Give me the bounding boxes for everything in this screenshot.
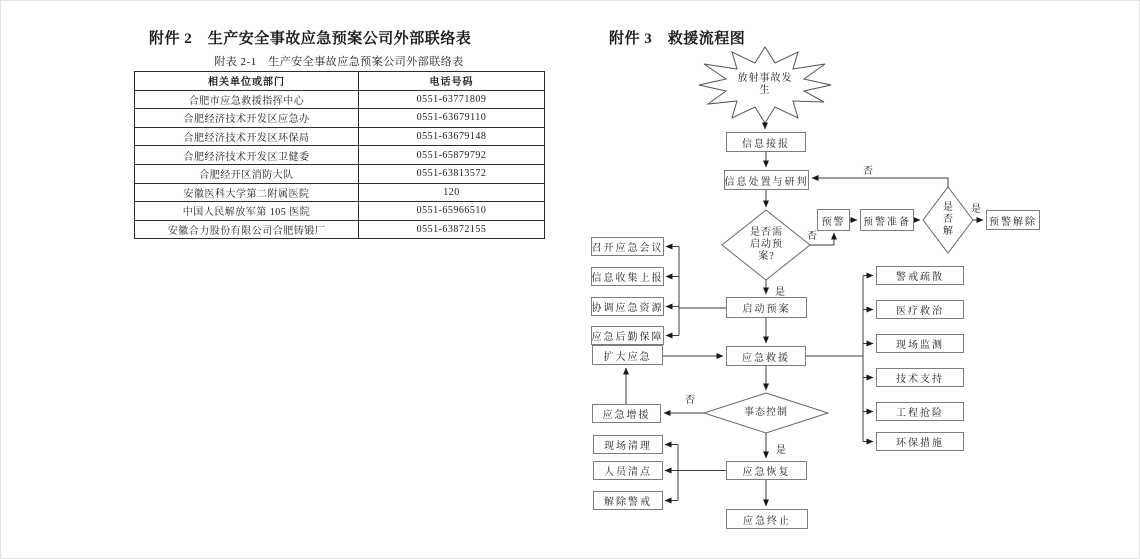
flowchart-canvas bbox=[1, 1, 1140, 559]
phone-cell: 0551-63679148 bbox=[359, 127, 545, 146]
phone-cell: 0551-63813572 bbox=[359, 164, 545, 183]
attachment3-heading: 附件 3 救援流程图 bbox=[609, 31, 746, 47]
flow-node-start-label: 放射事故发生 bbox=[737, 73, 793, 96]
edge-label-no-back-judge: 否 bbox=[863, 166, 873, 177]
flow-node-environment: 环保措施 bbox=[876, 432, 964, 451]
unit-cell: 合肥经济技术开发区环保局 bbox=[135, 127, 359, 146]
flow-node-warning: 预警 bbox=[817, 209, 850, 231]
flow-node-meeting: 召开应急会议 bbox=[591, 237, 664, 256]
unit-cell: 安徽合力股份有限公司合肥铸锻厂 bbox=[135, 220, 359, 239]
flow-node-warning-lift: 预警解除 bbox=[986, 210, 1040, 230]
unit-cell: 合肥经济技术开发区卫健委 bbox=[135, 146, 359, 165]
flow-node-terminate: 应急终止 bbox=[726, 509, 808, 529]
phone-cell: 0551-65879792 bbox=[359, 146, 545, 165]
flow-node-evacuate: 警戒疏散 bbox=[876, 266, 964, 285]
phone-cell: 0551-63679110 bbox=[359, 109, 545, 128]
flow-node-start-plan: 启动预案 bbox=[726, 297, 807, 318]
unit-cell: 合肥经济技术开发区应急办 bbox=[135, 109, 359, 128]
flow-node-recover: 应急恢复 bbox=[726, 461, 807, 480]
flow-node-cleanup: 现场清理 bbox=[593, 435, 663, 454]
col-header-phone: 电话号码 bbox=[359, 72, 545, 91]
attachment2-heading: 附件 2 生产安全事故应急预案公司外部联络表 bbox=[149, 31, 472, 47]
phone-cell: 0551-63872155 bbox=[359, 220, 545, 239]
phone-cell: 120 bbox=[359, 183, 545, 202]
flow-node-warning-prep: 预警准备 bbox=[860, 209, 914, 231]
flow-node-engineering: 工程抢险 bbox=[876, 402, 964, 421]
flow-node-lift-alert: 解除警戒 bbox=[593, 491, 663, 510]
flow-node-coordinate: 协调应急资源 bbox=[591, 297, 664, 316]
flow-node-collect: 信息收集上报 bbox=[591, 267, 664, 286]
flow-node-info-receive: 信息接报 bbox=[726, 132, 806, 152]
phone-cell: 0551-63771809 bbox=[359, 90, 545, 109]
unit-cell: 安徽医科大学第二附属医院 bbox=[135, 183, 359, 202]
attachment2-table-caption: 附表 2-1 生产安全事故应急预案公司外部联络表 bbox=[214, 56, 464, 68]
edge-label-yes-start-plan: 是 bbox=[775, 287, 785, 298]
flow-node-medical: 医疗救治 bbox=[876, 300, 964, 319]
flow-node-tech: 技术支持 bbox=[876, 368, 964, 387]
flow-node-expand: 扩大应急 bbox=[592, 345, 663, 365]
flow-node-monitor: 现场监测 bbox=[876, 334, 964, 353]
edge-label-yes-warning-lift: 是 bbox=[971, 204, 981, 215]
flow-node-reinforce: 应急增援 bbox=[592, 404, 661, 423]
unit-cell: 中国人民解放军第 105 医院 bbox=[135, 202, 359, 221]
flow-node-need-plan-label: 是否需启动预案? bbox=[750, 227, 783, 262]
phone-cell: 0551-65966510 bbox=[359, 202, 545, 221]
flow-node-rescue: 应急救援 bbox=[726, 346, 806, 366]
flow-node-control-label: 事态控制 bbox=[744, 407, 788, 418]
edge-label-no-reinforce: 否 bbox=[685, 395, 695, 406]
flow-node-lift-decide-label: 是否解 bbox=[943, 202, 954, 237]
edge-label-no-warning: 否 bbox=[807, 231, 817, 242]
unit-cell: 合肥经开区消防大队 bbox=[135, 164, 359, 183]
unit-cell: 合肥市应急救援指挥中心 bbox=[135, 90, 359, 109]
col-header-unit: 相关单位或部门 bbox=[135, 72, 359, 91]
edge-label-yes-recover: 是 bbox=[776, 445, 786, 456]
flow-node-count: 人员清点 bbox=[593, 461, 663, 480]
flow-node-info-judge: 信息处置与研判 bbox=[724, 170, 809, 190]
flow-node-logistics: 应急后勤保障 bbox=[591, 326, 664, 345]
